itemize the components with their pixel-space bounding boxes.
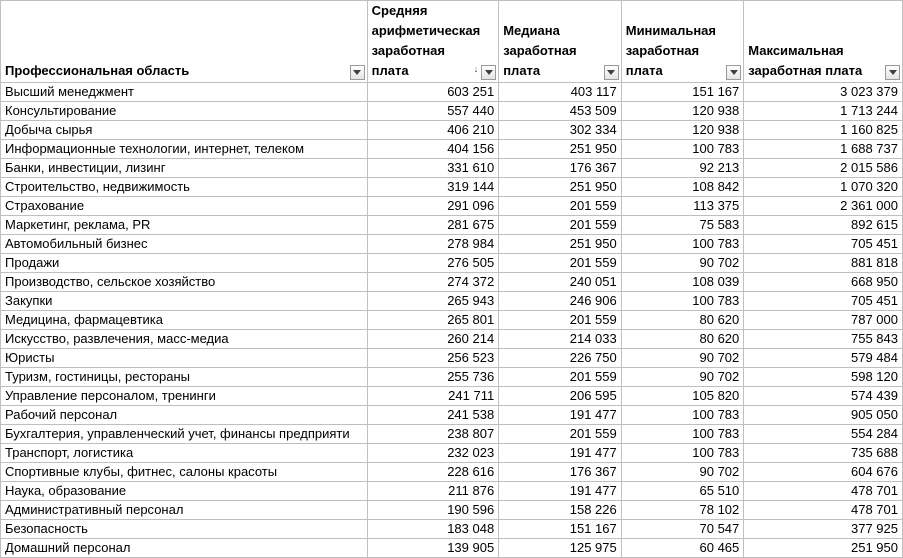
cell-median[interactable]: 302 334 — [499, 121, 622, 140]
filter-dropdown-icon[interactable] — [350, 65, 365, 80]
cell-median[interactable]: 240 051 — [499, 273, 622, 292]
cell-area[interactable]: Бухгалтерия, управленческий учет, финансы предприяти — [1, 425, 368, 444]
cell-mean[interactable]: 265 943 — [367, 292, 499, 311]
cell-area[interactable]: Страхование — [1, 197, 368, 216]
table-row — [1, 311, 903, 330]
cell-median[interactable]: 176 367 — [499, 463, 622, 482]
cell-area[interactable]: Продажи — [1, 254, 368, 273]
cell-max[interactable]: 2 015 586 — [744, 159, 903, 178]
cell-area[interactable]: Автомобильный бизнес — [1, 235, 368, 254]
header-median-label: Медиана заработная плата — [503, 23, 577, 78]
table-row — [1, 463, 903, 482]
cell-mean[interactable]: 319 144 — [367, 178, 499, 197]
table-row — [1, 159, 903, 178]
cell-mean[interactable]: 139 905 — [367, 539, 499, 558]
table-row — [1, 273, 903, 292]
cell-mean[interactable]: 183 048 — [367, 520, 499, 539]
table-row — [1, 178, 903, 197]
cell-min[interactable]: 90 702 — [621, 349, 744, 368]
cell-max[interactable]: 892 615 — [744, 216, 903, 235]
filter-dropdown-icon[interactable] — [885, 65, 900, 80]
cell-mean[interactable]: 331 610 — [367, 159, 499, 178]
table-row — [1, 121, 903, 140]
cell-min[interactable]: 108 039 — [621, 273, 744, 292]
cell-max[interactable]: 478 701 — [744, 501, 903, 520]
cell-min[interactable]: 90 702 — [621, 368, 744, 387]
cell-min[interactable]: 92 213 — [621, 159, 744, 178]
table-row — [1, 539, 903, 558]
cell-mean[interactable]: 260 214 — [367, 330, 499, 349]
cell-min[interactable]: 113 375 — [621, 197, 744, 216]
cell-min[interactable]: 60 465 — [621, 539, 744, 558]
table-row — [1, 197, 903, 216]
table-row — [1, 83, 903, 102]
cell-mean[interactable]: 603 251 — [367, 83, 499, 102]
cell-median[interactable]: 176 367 — [499, 159, 622, 178]
table-row — [1, 444, 903, 463]
header-max-label: Максимальная заработная плата — [748, 43, 863, 78]
cell-area[interactable]: Банки, инвестиции, лизинг — [1, 159, 368, 178]
cell-area[interactable]: Спортивные клубы, фитнес, салоны красоты — [1, 463, 368, 482]
cell-min[interactable]: 100 783 — [621, 235, 744, 254]
cell-area[interactable]: Строительство, недвижимость — [1, 178, 368, 197]
cell-median[interactable]: 201 559 — [499, 216, 622, 235]
cell-min[interactable]: 120 938 — [621, 121, 744, 140]
cell-max[interactable]: 598 120 — [744, 368, 903, 387]
cell-min[interactable]: 100 783 — [621, 444, 744, 463]
cell-median[interactable]: 453 509 — [499, 102, 622, 121]
table-row — [1, 292, 903, 311]
cell-min[interactable]: 70 547 — [621, 520, 744, 539]
cell-median[interactable]: 226 750 — [499, 349, 622, 368]
cell-area[interactable]: Юристы — [1, 349, 368, 368]
table-row — [1, 387, 903, 406]
cell-max[interactable]: 705 451 — [744, 292, 903, 311]
cell-median[interactable]: 191 477 — [499, 482, 622, 501]
cell-median[interactable]: 214 033 — [499, 330, 622, 349]
cell-mean[interactable]: 278 984 — [367, 235, 499, 254]
header-area[interactable] — [1, 1, 368, 83]
cell-min[interactable]: 78 102 — [621, 501, 744, 520]
header-max[interactable] — [744, 1, 903, 83]
table-row — [1, 254, 903, 273]
table-row — [1, 482, 903, 501]
cell-max[interactable]: 1 713 244 — [744, 102, 903, 121]
cell-max[interactable]: 1 160 825 — [744, 121, 903, 140]
cell-median[interactable]: 191 477 — [499, 406, 622, 425]
cell-area[interactable]: Наука, образование — [1, 482, 368, 501]
cell-mean[interactable]: 232 023 — [367, 444, 499, 463]
cell-median[interactable]: 201 559 — [499, 197, 622, 216]
filter-dropdown-icon[interactable] — [604, 65, 619, 80]
table-row — [1, 425, 903, 444]
cell-area[interactable]: Консультирование — [1, 102, 368, 121]
cell-area[interactable]: Добыча сырья — [1, 121, 368, 140]
cell-min[interactable]: 80 620 — [621, 330, 744, 349]
cell-max[interactable]: 1 688 737 — [744, 140, 903, 159]
cell-area[interactable]: Закупки — [1, 292, 368, 311]
cell-min[interactable]: 100 783 — [621, 292, 744, 311]
cell-mean[interactable]: 255 736 — [367, 368, 499, 387]
cell-median[interactable]: 191 477 — [499, 444, 622, 463]
header-median[interactable] — [499, 1, 622, 83]
cell-mean[interactable]: 228 616 — [367, 463, 499, 482]
cell-mean[interactable]: 238 807 — [367, 425, 499, 444]
table-body — [1, 83, 903, 558]
cell-median[interactable]: 251 950 — [499, 140, 622, 159]
cell-mean[interactable]: 281 675 — [367, 216, 499, 235]
cell-area[interactable]: Медицина, фармацевтика — [1, 311, 368, 330]
cell-mean[interactable]: 276 505 — [367, 254, 499, 273]
header-row — [1, 1, 903, 83]
cell-mean[interactable]: 274 372 — [367, 273, 499, 292]
cell-max[interactable]: 251 950 — [744, 539, 903, 558]
cell-mean[interactable]: 265 801 — [367, 311, 499, 330]
cell-median[interactable]: 201 559 — [499, 368, 622, 387]
cell-max[interactable]: 705 451 — [744, 235, 903, 254]
cell-max[interactable]: 905 050 — [744, 406, 903, 425]
table-row — [1, 140, 903, 159]
cell-area[interactable]: Высший менеджмент — [1, 83, 368, 102]
table-row — [1, 102, 903, 121]
cell-area[interactable]: Рабочий персонал — [1, 406, 368, 425]
cell-max[interactable]: 1 070 320 — [744, 178, 903, 197]
cell-max[interactable]: 668 950 — [744, 273, 903, 292]
cell-max[interactable]: 377 925 — [744, 520, 903, 539]
cell-min[interactable]: 105 820 — [621, 387, 744, 406]
cell-max[interactable]: 574 439 — [744, 387, 903, 406]
cell-min[interactable]: 151 167 — [621, 83, 744, 102]
cell-min[interactable]: 65 510 — [621, 482, 744, 501]
header-mean[interactable] — [367, 1, 499, 83]
cell-median[interactable]: 251 950 — [499, 235, 622, 254]
cell-area[interactable]: Безопасность — [1, 520, 368, 539]
cell-max[interactable]: 2 361 000 — [744, 197, 903, 216]
table-row — [1, 235, 903, 254]
cell-area[interactable]: Маркетинг, реклама, PR — [1, 216, 368, 235]
cell-area[interactable]: Искусство, развлечения, масс-медиа — [1, 330, 368, 349]
cell-mean[interactable]: 557 440 — [367, 102, 499, 121]
cell-area[interactable]: Производство, сельское хозяйство — [1, 273, 368, 292]
cell-min[interactable]: 100 783 — [621, 406, 744, 425]
table-row — [1, 330, 903, 349]
cell-median[interactable]: 403 117 — [499, 83, 622, 102]
filter-dropdown-icon[interactable] — [481, 65, 496, 80]
header-min[interactable] — [621, 1, 744, 83]
cell-min[interactable]: 80 620 — [621, 311, 744, 330]
cell-min[interactable]: 120 938 — [621, 102, 744, 121]
table-row — [1, 501, 903, 520]
cell-mean[interactable]: 404 156 — [367, 140, 499, 159]
cell-max[interactable]: 735 688 — [744, 444, 903, 463]
cell-mean[interactable]: 406 210 — [367, 121, 499, 140]
cell-median[interactable]: 158 226 — [499, 501, 622, 520]
filter-dropdown-icon[interactable] — [726, 65, 741, 80]
cell-max[interactable]: 3 023 379 — [744, 83, 903, 102]
cell-median[interactable]: 246 906 — [499, 292, 622, 311]
cell-max[interactable]: 604 676 — [744, 463, 903, 482]
cell-mean[interactable]: 256 523 — [367, 349, 499, 368]
table-row — [1, 216, 903, 235]
cell-mean[interactable]: 241 538 — [367, 406, 499, 425]
cell-min[interactable]: 90 702 — [621, 254, 744, 273]
cell-area[interactable]: Административный персонал — [1, 501, 368, 520]
cell-area[interactable]: Туризм, гостиницы, рестораны — [1, 368, 368, 387]
cell-max[interactable]: 787 000 — [744, 311, 903, 330]
cell-median[interactable]: 201 559 — [499, 254, 622, 273]
cell-median[interactable]: 151 167 — [499, 520, 622, 539]
table-row — [1, 368, 903, 387]
cell-median[interactable]: 206 595 — [499, 387, 622, 406]
cell-max[interactable]: 478 701 — [744, 482, 903, 501]
cell-min[interactable]: 100 783 — [621, 140, 744, 159]
table-row — [1, 349, 903, 368]
cell-area[interactable]: Домашний персонал — [1, 539, 368, 558]
cell-median[interactable]: 251 950 — [499, 178, 622, 197]
table-row — [1, 520, 903, 539]
cell-area[interactable]: Информационные технологии, интернет, телеком — [1, 140, 368, 159]
cell-min[interactable]: 75 583 — [621, 216, 744, 235]
header-area-label: Профессиональная область — [5, 63, 190, 78]
cell-mean[interactable]: 241 711 — [367, 387, 499, 406]
cell-max[interactable]: 579 484 — [744, 349, 903, 368]
cell-median[interactable]: 201 559 — [499, 311, 622, 330]
header-mean-label: Средняя арифметическая заработная плата — [371, 3, 481, 78]
cell-min[interactable]: 108 842 — [621, 178, 744, 197]
cell-median[interactable]: 201 559 — [499, 425, 622, 444]
cell-area[interactable]: Управление персоналом, тренинги — [1, 387, 368, 406]
sort-descending-icon: ↓ — [473, 64, 479, 74]
cell-area[interactable]: Транспорт, логистика — [1, 444, 368, 463]
cell-max[interactable]: 755 843 — [744, 330, 903, 349]
cell-max[interactable]: 554 284 — [744, 425, 903, 444]
cell-mean[interactable]: 211 876 — [367, 482, 499, 501]
header-min-label: Минимальная заработная плата — [625, 23, 716, 78]
cell-max[interactable]: 881 818 — [744, 254, 903, 273]
cell-median[interactable]: 125 975 — [499, 539, 622, 558]
cell-min[interactable]: 90 702 — [621, 463, 744, 482]
cell-min[interactable]: 100 783 — [621, 425, 744, 444]
cell-mean[interactable]: 190 596 — [367, 501, 499, 520]
table-row — [1, 406, 903, 425]
cell-mean[interactable]: 291 096 — [367, 197, 499, 216]
